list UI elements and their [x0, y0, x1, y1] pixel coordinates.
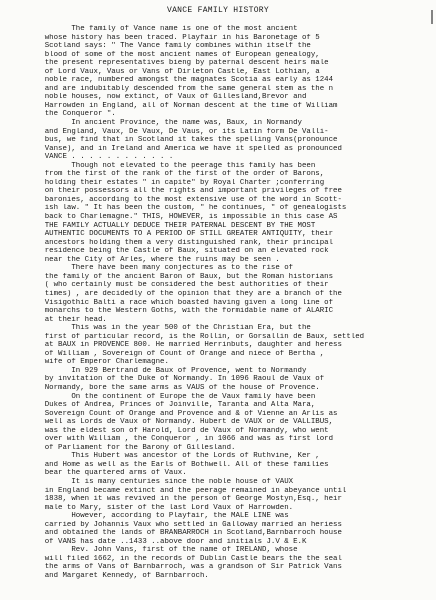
text-line: On the continent of Europe the de Vaux family have been — [27, 392, 316, 401]
text-line: the family of the ancient Baron of Baux, but the Roman historians — [27, 272, 334, 281]
text-line: at BAUX in PROVENCE 800. He married Herrinbuts, daughter and heress — [27, 341, 342, 350]
text-line: noble race, numbered amongst the magnates Scotia as early as 1244 — [27, 76, 334, 85]
text-line: noble houses, now extinct, of Vaux of Gillesland,Brevor and — [27, 93, 307, 102]
text-line: It is many centuries since the noble house of VAUX — [27, 477, 294, 486]
page-edge-mark — [431, 10, 433, 24]
text-line: bear the quartered arms of Vaux. — [27, 469, 187, 478]
text-line: blood of some of the most ancient names of European genealogy, — [27, 50, 320, 59]
text-line: male to Mary, sister of the last Lord Vaux of Harrowden. — [27, 503, 294, 512]
text-line: from the first of the rank of the first of the order of Barons, — [27, 170, 325, 179]
text-line: back to Charlemagne." THIS, HOWEVER, is impossible in this case AS — [27, 213, 338, 222]
text-line: Harrowden in England, all of Norman descent at the time of William — [27, 101, 338, 110]
text-line: This was in the year 500 of the Christian Era, but the — [27, 324, 311, 333]
text-line: was the eldest son of Harold, Lord de Vaux of Normandy, who went — [27, 426, 329, 435]
text-line: This Hubert was ancestor of the Lords of Ruthvine, Ker , — [27, 452, 320, 461]
text-line: of William , Sovereign of Count of Orange and niece of Bertha , — [27, 349, 325, 358]
text-line: Scotland says: " The Vance family combines within itself the — [27, 42, 311, 51]
text-line: and obtained the lands of BRANBARROCH in Scotland,Barnbarroch house — [27, 529, 342, 538]
text-line: whose history has been traced. Playfair in his Baronetage of 5 — [27, 33, 320, 42]
text-line: AUTHENTIC DOCUMENTS TO A PERIOD OF STILL GREATER ANTIQUITY, their — [27, 230, 334, 239]
text-line: residence being the Castle of Baux, situated on an elevated rock — [27, 247, 329, 256]
text-line: over with William , the Conqueror , in 1066 and was as first lord — [27, 435, 334, 444]
text-line: ish law. " It has been the custom, " he continues, " of genealogists — [27, 204, 347, 213]
text-line: However, according to Playfair, the MALE LINE was — [27, 512, 289, 521]
text-line: VANCE . . . . . . . . . . . . — [27, 153, 174, 162]
text-line: of Lord Vaux, Vaus or Vans of Dirleton Castle, East Lothian, a — [27, 67, 320, 76]
text-line: in England became extinct and the peerage remained in abeyance until — [27, 486, 347, 495]
text-line: at their head. — [27, 315, 107, 324]
text-line: and England, Vaux, De Vaux, De Vaus, or its Latin form De Valli- — [27, 127, 329, 136]
text-line: and are indubitably descended from the same general stem as the n — [27, 84, 334, 93]
text-line: Rev. John Vans, first of the name of IRELAND, whose — [27, 546, 298, 555]
text-line: wife of Emperor Charlemagne. — [27, 358, 169, 367]
text-line: 1838, when it was revived in the person of George Mostyn,Esq., heir — [27, 495, 342, 504]
text-line: bus, we find that in Scotland it takes the spelling Vans(pronounce — [27, 136, 338, 145]
text-line: Though not elevated to the peerage this family has been — [27, 161, 316, 170]
text-line: monarchs to the Western Goths, with the formidable name of ALARIC — [27, 307, 334, 316]
text-line: Sovereign Count of Orange and Provence and & of Vienne an Arlis as — [27, 409, 338, 418]
text-line: ancestors holding them a very distinguished rank, their principal — [27, 238, 334, 247]
text-line: and Home as well as the Earls of Bothwell. All of these families — [27, 460, 329, 469]
text-line: baronies, according to the most extensive use of the word in Scott- — [27, 195, 342, 204]
text-line: In 929 Bertrand de Baux of Provence, went to Normandy — [27, 366, 307, 375]
text-line: There have been many conjectures as to the rise of — [27, 264, 294, 273]
text-line: holding their estates " in capite" by Royal Charter ;conferring — [27, 178, 325, 187]
text-line: of Parliament for the Barony of Gillesland. — [27, 443, 236, 452]
text-line: carried by Johannis Vaux who settled in Galloway married an heriess — [27, 520, 342, 529]
text-line: the present representatives bieng by paternal descent heirs male — [27, 59, 329, 68]
text-line: well as Lords de Vaux of Normandy. Hubert de VAUX or de VALLIBUS, — [27, 418, 334, 427]
text-line: will filed 1662, in the records of Dublin Castle bears the the seal — [27, 554, 342, 563]
text-line: and Margaret Kennedy, of Barnbarroch. — [27, 572, 209, 580]
text-line: Dukes of Andrea, Princes of Joinville, Taranta and Alta Mara, — [27, 401, 316, 410]
document-body — [27, 25, 431, 581]
text-line: by invitation of the Duke of Normandy. In 1096 Raoul de Vaux of — [27, 375, 325, 384]
text-line: Vanse), and in Ireland and America we have it spelled as pronounced — [27, 144, 342, 153]
text-line: In ancient Province, the name was, Baux, in Normandy — [27, 119, 302, 128]
text-line: of VANS has date ..1433 ..above door and initials J.V & E.K — [27, 537, 307, 546]
text-line: Normandy, bore the same arms as VAUS of the house of Provence. — [27, 383, 320, 392]
text-line: Visigothic Balti a race which boasted having given a long line of — [27, 298, 334, 307]
text-line: ( who certainly must be considered the best authorities of their — [27, 281, 329, 290]
text-line: THE FAMILY ACTUALLY DEDUCE THEIR PATERNAL DESCENT BY THE MOST — [27, 221, 316, 230]
text-line: near the City of Arles, where the ruins may be seen . — [27, 255, 280, 264]
text-line: the Conqueror ". — [27, 110, 116, 119]
text-line: The family of Vance name is one of the most ancient — [27, 25, 298, 33]
text-line: the arms of Vans of Barnbarroch, was a grandson of Sir Patrick Vans — [27, 563, 342, 572]
text-line: on their possessors all the rights and important privileges of free — [27, 187, 342, 196]
document-title: VANCE FAMILY HISTORY — [166, 6, 269, 15]
text-line: times) , are decidedly of the opinion that they are a branch of the — [27, 289, 342, 298]
text-line: first of particular record, is the Rollin, or Gorsallin de Baux, settled — [27, 332, 365, 341]
